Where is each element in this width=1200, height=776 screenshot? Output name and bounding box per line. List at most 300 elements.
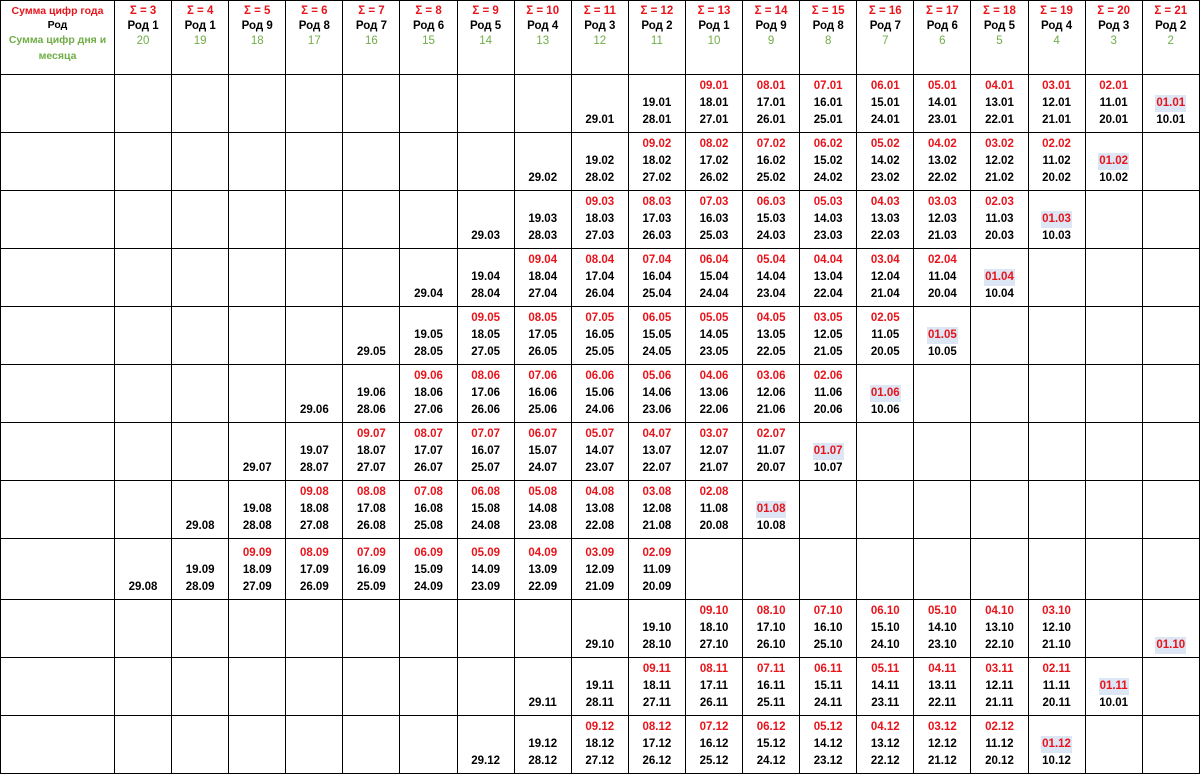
date-value: 17.02 — [699, 155, 729, 167]
date-value: 10.05 — [927, 346, 957, 358]
date-value: 04.04 — [813, 254, 843, 266]
date-cell — [229, 249, 286, 307]
date-value: 22.02 — [927, 172, 957, 184]
date-value: 07.11 — [757, 663, 786, 675]
date-value: 01.10 — [1155, 637, 1186, 654]
date-cell — [628, 539, 685, 600]
date-cell — [172, 716, 229, 774]
column-number-label: 2 — [1167, 35, 1174, 47]
date-value: 13.09 — [528, 564, 558, 576]
date-cell — [914, 539, 971, 600]
date-cell — [685, 307, 742, 365]
column-number-label: 16 — [365, 35, 378, 47]
date-value: 14.02 — [870, 155, 900, 167]
date-value: 29.06 — [299, 404, 329, 416]
date-cell — [514, 75, 571, 133]
date-cell — [343, 481, 400, 539]
date-cell — [286, 75, 343, 133]
date-value: 07.07 — [471, 428, 500, 440]
date-cell — [400, 716, 457, 774]
date-value: 08.12 — [642, 721, 672, 733]
date-value: 01.04 — [984, 269, 1015, 286]
date-value: 13.03 — [870, 213, 900, 225]
date-cell — [800, 307, 857, 365]
date-value: 26.09 — [299, 581, 329, 593]
date-value: 14.05 — [699, 329, 729, 341]
date-value: 23.04 — [756, 288, 786, 300]
date-value: 09.08 — [299, 486, 329, 498]
date-cell — [400, 75, 457, 133]
column-rod-label: Род 2 — [1155, 20, 1187, 32]
date-value: 19.08 — [242, 503, 272, 515]
date-value: 04.09 — [528, 547, 558, 559]
date-cell — [1142, 481, 1199, 539]
date-cell — [457, 365, 514, 423]
date-value: 23.01 — [927, 114, 957, 126]
date-cell — [1085, 307, 1142, 365]
date-value: 18.04 — [528, 271, 558, 283]
column-number-label: 15 — [422, 35, 435, 47]
date-value: 19.11 — [585, 680, 614, 692]
date-value: 13.01 — [985, 97, 1014, 109]
date-value: 12.10 — [1042, 622, 1071, 634]
column-sum-label: Σ = 4 — [186, 5, 214, 17]
date-value: 03.08 — [642, 486, 672, 498]
column-rod-label: Род 9 — [755, 20, 787, 32]
date-cell — [457, 658, 514, 716]
date-value: 24.08 — [471, 520, 500, 532]
date-value: 05.10 — [927, 605, 957, 617]
date-cell — [286, 423, 343, 481]
date-value: 07.10 — [813, 605, 843, 617]
date-cell — [571, 365, 628, 423]
date-value: 09.03 — [585, 196, 615, 208]
date-value: 27.07 — [357, 462, 386, 474]
date-value: 08.09 — [299, 547, 329, 559]
date-cell — [800, 600, 857, 658]
column-sum-label: Σ = 3 — [129, 5, 157, 17]
date-cell — [343, 365, 400, 423]
date-value: 25.12 — [699, 755, 729, 767]
date-value: 12.11 — [985, 680, 1014, 692]
date-value: 07.06 — [528, 370, 558, 382]
date-cell — [1142, 658, 1199, 716]
date-cell — [1028, 481, 1085, 539]
date-cell — [1085, 365, 1142, 423]
date-cell — [286, 539, 343, 600]
date-value: 15.11 — [814, 680, 843, 692]
date-cell — [172, 75, 229, 133]
header-row — [1, 1, 1200, 75]
date-cell — [1142, 539, 1199, 600]
date-cell — [286, 658, 343, 716]
date-value: 19.09 — [185, 564, 215, 576]
date-cell — [229, 307, 286, 365]
date-value: 06.02 — [813, 138, 843, 150]
column-rod-label: Род 6 — [926, 20, 958, 32]
date-value: 17.03 — [642, 213, 672, 225]
date-value: 08.11 — [699, 663, 729, 675]
date-cell — [800, 249, 857, 307]
date-value: 22.04 — [813, 288, 843, 300]
date-value: 01.01 — [1155, 95, 1186, 112]
date-value: 05.04 — [756, 254, 786, 266]
date-value: 09.11 — [642, 663, 671, 675]
date-value: 23.08 — [528, 520, 558, 532]
date-value: 07.02 — [756, 138, 786, 150]
date-value: 09.01 — [699, 80, 729, 92]
date-cell — [1142, 365, 1199, 423]
date-cell — [400, 191, 457, 249]
date-value: 05.07 — [585, 428, 615, 440]
date-cell — [971, 249, 1028, 307]
date-cell — [1028, 307, 1085, 365]
date-value: 27.10 — [699, 639, 729, 651]
column-rod-label: Род 3 — [1098, 20, 1130, 32]
date-cell — [628, 249, 685, 307]
date-cell — [1028, 658, 1085, 716]
corner-line-rod: Род — [47, 19, 68, 31]
date-value: 24.11 — [814, 697, 843, 709]
date-value: 15.10 — [870, 622, 900, 634]
date-value: 02.06 — [813, 370, 843, 382]
date-value: 11.11 — [1042, 680, 1071, 692]
date-value: 17.05 — [528, 329, 558, 341]
date-cell — [800, 716, 857, 774]
date-cell — [172, 307, 229, 365]
date-cell — [229, 600, 286, 658]
column-rod-label: Род 3 — [584, 20, 616, 32]
date-value: 20.07 — [756, 462, 786, 474]
date-cell — [229, 423, 286, 481]
highlight-holder — [1143, 95, 1199, 112]
date-value: 27.03 — [585, 230, 615, 242]
date-value: 20.03 — [985, 230, 1014, 242]
date-value: 14.01 — [927, 97, 957, 109]
date-value: 16.01 — [813, 97, 843, 109]
date-value: 10.01 — [1099, 697, 1129, 709]
table-row — [1, 716, 1200, 774]
date-value: 17.06 — [471, 387, 500, 399]
column-number-label: 9 — [767, 35, 775, 47]
column-header — [685, 1, 742, 75]
date-value: 05.03 — [813, 196, 843, 208]
date-cell — [685, 365, 742, 423]
date-value: 22.03 — [870, 230, 900, 242]
date-value: 22.07 — [642, 462, 672, 474]
date-cell — [172, 365, 229, 423]
column-rod-label: Род 8 — [812, 20, 844, 32]
date-value: 16.04 — [642, 271, 672, 283]
column-rod-label: Род 1 — [698, 20, 730, 32]
date-value: 15.09 — [414, 564, 443, 576]
date-cell — [1142, 307, 1199, 365]
date-value: 01.03 — [1041, 211, 1072, 228]
date-cell — [1085, 716, 1142, 774]
date-value: 08.10 — [756, 605, 786, 617]
date-value: 14.10 — [927, 622, 957, 634]
date-cell — [457, 133, 514, 191]
date-value: 20.04 — [927, 288, 957, 300]
date-cell — [457, 191, 514, 249]
date-cell — [457, 423, 514, 481]
column-sum-label: Σ = 21 — [1154, 5, 1188, 17]
date-value: 27.05 — [471, 346, 500, 358]
date-value: 28.08 — [242, 520, 272, 532]
column-number-label: 10 — [707, 35, 721, 47]
date-value: 16.12 — [699, 738, 729, 750]
date-cell — [514, 133, 571, 191]
date-value: 18.02 — [642, 155, 672, 167]
date-value: 13.12 — [870, 738, 900, 750]
date-value: 18.03 — [585, 213, 615, 225]
date-cell — [971, 539, 1028, 600]
date-cell — [685, 658, 742, 716]
date-value: 21.12 — [927, 755, 957, 767]
date-value: 15.01 — [870, 97, 900, 109]
date-value: 18.09 — [242, 564, 272, 576]
column-number-label: 18 — [250, 35, 264, 47]
highlight-holder — [743, 501, 799, 518]
date-value: 04.02 — [927, 138, 957, 150]
date-value: 24.09 — [414, 581, 443, 593]
date-value: 12.05 — [813, 329, 843, 341]
date-value: 17.10 — [756, 622, 786, 634]
date-value: 08.07 — [414, 428, 443, 440]
date-cell — [172, 539, 229, 600]
date-value: 29.08 — [128, 581, 158, 593]
date-value: 20.06 — [813, 404, 843, 416]
date-cell — [514, 658, 571, 716]
date-value: 20.11 — [1042, 697, 1071, 709]
table-body — [1, 75, 1200, 774]
date-value: 15.02 — [813, 155, 843, 167]
date-value: 10.06 — [870, 404, 900, 416]
date-cell — [1085, 658, 1142, 716]
date-value: 22.10 — [985, 639, 1014, 651]
highlight-holder — [800, 443, 856, 460]
date-value: 29.10 — [585, 639, 615, 651]
date-cell — [685, 249, 742, 307]
date-cell — [229, 481, 286, 539]
date-value: 19.10 — [642, 622, 672, 634]
column-sum-label: Σ = 9 — [472, 5, 499, 17]
date-value: 06.11 — [814, 663, 843, 675]
date-value: 04.07 — [642, 428, 672, 440]
date-value: 03.12 — [927, 721, 957, 733]
date-value: 19.02 — [585, 155, 615, 167]
table-row — [1, 75, 1200, 133]
date-cell — [571, 307, 628, 365]
date-cell — [514, 481, 571, 539]
date-value: 03.07 — [699, 428, 729, 440]
row-label-cell — [1, 600, 115, 658]
row-label-cell — [1, 249, 115, 307]
table-row — [1, 539, 1200, 600]
date-value: 10.03 — [1042, 230, 1071, 242]
date-cell — [800, 423, 857, 481]
column-sum-label: Σ = 11 — [583, 5, 616, 17]
date-value: 29.08 — [185, 520, 215, 532]
date-cell — [400, 423, 457, 481]
date-value: 15.05 — [642, 329, 672, 341]
date-value: 16.08 — [414, 503, 443, 515]
date-value: 03.03 — [927, 196, 957, 208]
table-row — [1, 423, 1200, 481]
date-value: 22.09 — [528, 581, 558, 593]
date-value: 05.11 — [871, 663, 900, 675]
date-value: 02.09 — [642, 547, 672, 559]
date-value: 15.08 — [471, 503, 500, 515]
date-cell — [400, 307, 457, 365]
date-value: 18.08 — [299, 503, 329, 515]
date-cell — [229, 716, 286, 774]
date-cell — [286, 481, 343, 539]
date-value: 21.07 — [699, 462, 729, 474]
date-cell — [115, 716, 172, 774]
date-cell — [457, 481, 514, 539]
date-cell — [229, 539, 286, 600]
date-cell — [571, 716, 628, 774]
date-value: 06.05 — [642, 312, 672, 324]
date-cell — [1085, 539, 1142, 600]
date-cell — [115, 307, 172, 365]
date-cell — [343, 307, 400, 365]
column-number-label: 6 — [939, 35, 946, 47]
date-value: 10.07 — [813, 462, 843, 474]
date-cell — [1085, 249, 1142, 307]
date-cell — [115, 191, 172, 249]
date-value: 17.12 — [642, 738, 672, 750]
date-cell — [685, 481, 742, 539]
date-value: 14.09 — [471, 564, 500, 576]
date-cell — [971, 133, 1028, 191]
column-header — [400, 1, 457, 75]
date-value: 29.07 — [242, 462, 272, 474]
date-value: 19.03 — [528, 213, 558, 225]
column-number-label: 14 — [479, 35, 492, 47]
highlight-holder — [1086, 153, 1142, 170]
date-cell — [743, 481, 800, 539]
date-cell — [685, 423, 742, 481]
date-value: 20.05 — [870, 346, 900, 358]
highlight-holder — [1029, 211, 1085, 228]
date-cell — [800, 481, 857, 539]
date-cell — [400, 658, 457, 716]
date-cell — [571, 423, 628, 481]
date-value: 10.04 — [985, 288, 1014, 300]
date-cell — [628, 423, 685, 481]
date-cell — [229, 75, 286, 133]
date-value: 08.06 — [471, 370, 500, 382]
date-value: 21.09 — [585, 581, 615, 593]
highlight-holder — [914, 327, 970, 344]
date-cell — [914, 716, 971, 774]
date-value: 03.02 — [985, 138, 1014, 150]
date-value: 27.02 — [642, 172, 672, 184]
date-value: 06.12 — [756, 721, 786, 733]
date-value: 09.05 — [471, 312, 500, 324]
date-cell — [115, 539, 172, 600]
date-cell — [571, 658, 628, 716]
date-value: 12.09 — [585, 564, 615, 576]
date-value: 26.11 — [699, 697, 729, 709]
date-value: 03.09 — [585, 547, 615, 559]
column-sum-label: Σ = 17 — [925, 5, 959, 17]
date-cell — [229, 133, 286, 191]
date-value: 24.06 — [585, 404, 615, 416]
date-value: 21.01 — [1042, 114, 1071, 126]
date-value: 29.04 — [414, 288, 443, 300]
date-cell — [743, 716, 800, 774]
date-value: 11.06 — [814, 387, 843, 399]
column-sum-label: Σ = 19 — [1040, 5, 1073, 17]
highlight-holder — [1029, 736, 1085, 753]
date-cell — [343, 191, 400, 249]
column-sum-label: Σ = 10 — [526, 5, 560, 17]
date-cell — [971, 191, 1028, 249]
date-value: 04.12 — [870, 721, 900, 733]
date-cell — [343, 249, 400, 307]
date-cell — [743, 249, 800, 307]
date-value: 20.09 — [642, 581, 672, 593]
date-value: 02.02 — [1042, 138, 1071, 150]
date-cell — [400, 481, 457, 539]
date-value: 24.12 — [756, 755, 786, 767]
date-value: 05.09 — [471, 547, 500, 559]
date-value: 25.05 — [585, 346, 615, 358]
date-value: 25.02 — [756, 172, 786, 184]
date-value: 14.08 — [528, 503, 558, 515]
date-cell — [1142, 75, 1199, 133]
column-rod-label: Род 7 — [355, 20, 387, 32]
date-cell — [971, 481, 1028, 539]
date-value: 04.11 — [928, 663, 957, 675]
date-value: 21.06 — [756, 404, 786, 416]
column-number-label: 7 — [882, 35, 889, 47]
date-cell — [857, 75, 914, 133]
column-rod-label: Род 5 — [470, 20, 502, 32]
date-cell — [971, 307, 1028, 365]
date-value: 04.01 — [985, 80, 1014, 92]
date-value: 29.01 — [585, 114, 615, 126]
row-label-cell — [1, 365, 115, 423]
date-value: 12.12 — [927, 738, 957, 750]
date-cell — [971, 600, 1028, 658]
date-value: 03.01 — [1042, 80, 1071, 92]
date-cell — [971, 423, 1028, 481]
highlight-holder — [857, 385, 913, 402]
date-cell — [571, 75, 628, 133]
date-cell — [914, 600, 971, 658]
date-value: 29.11 — [528, 697, 557, 709]
date-value: 18.05 — [471, 329, 500, 341]
date-value: 21.04 — [870, 288, 900, 300]
date-value: 29.05 — [357, 346, 386, 358]
date-value: 16.11 — [757, 680, 786, 692]
date-cell — [286, 133, 343, 191]
date-value: 13.10 — [985, 622, 1014, 634]
date-value: 20.02 — [1042, 172, 1071, 184]
column-header — [172, 1, 229, 75]
date-cell — [1085, 133, 1142, 191]
column-header — [229, 1, 286, 75]
date-cell — [857, 600, 914, 658]
date-value: 16.07 — [471, 445, 500, 457]
date-cell — [914, 75, 971, 133]
date-value: 16.09 — [357, 564, 386, 576]
date-value: 25.06 — [528, 404, 558, 416]
